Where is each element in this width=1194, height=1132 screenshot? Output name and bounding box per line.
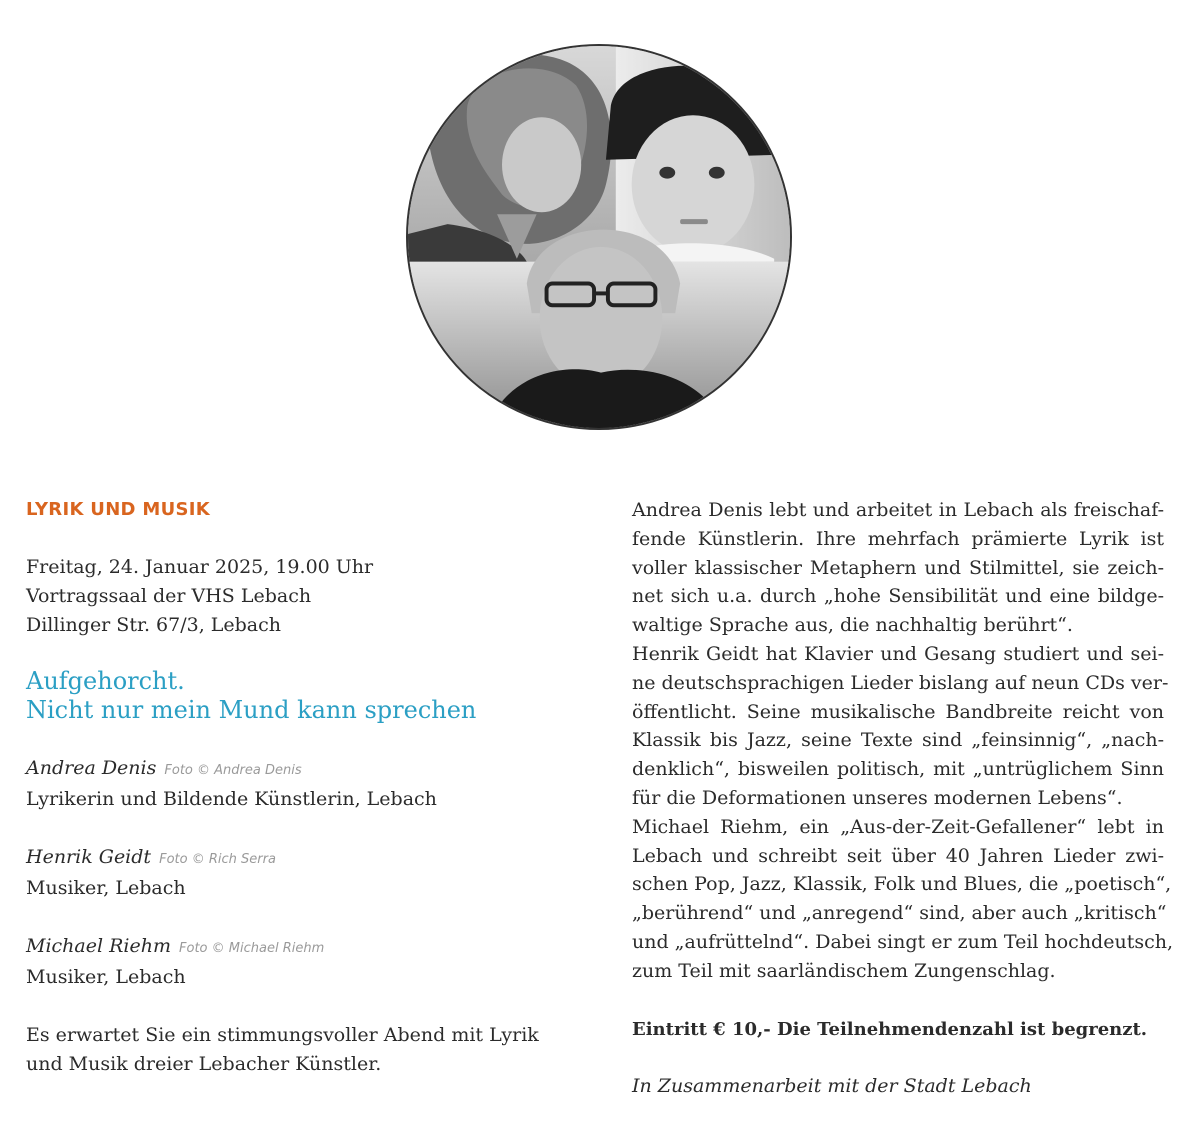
photo-credit: Foto © Andrea Denis [164,763,302,778]
event-date-time: Freitag, 24. Januar 2025, 19.00 Uhr [26,556,374,578]
person-andrea-denis [26,754,586,814]
event-venue: Vortragssaal der VHS Lebach [26,585,312,607]
event-address: Dillinger Str. 67/3, Lebach [26,614,282,636]
person-henrik-geidt [26,843,586,903]
text-line: Lebach und schreibt seit über 40 Jahren Lieder zwi- [632,844,1164,867]
event-title-line-1: Aufgehorcht. [26,667,185,695]
person-name: Andrea Denis [26,757,157,779]
description-andrea [632,496,1164,640]
event-title [26,667,586,725]
admission-info: Eintritt € 10,- Die Teilnehmendenzahl ist begrenzt. [632,1018,1148,1040]
text-line: „berührend“ und „anregend“ sind, aber auch „kritisch“ [632,902,1167,925]
text-line: net sich u.a. durch „hohe Sensibilität und eine bildge- [632,585,1164,608]
event-title-line-2: Nicht nur mein Mund kann sprechen [26,696,477,724]
text-line: Andrea Denis lebt und arbeitet in Lebach als freischaf- [632,499,1164,521]
text-line: für die Deformationen unseres modernen Lebens“. [632,786,1123,809]
event-details [26,553,586,640]
text-line: waltige Sprache aus, die nachhaltig berührt“. [632,614,1073,637]
text-line: öffentlicht. Seine musikalische Bandbreite reicht von [632,700,1164,723]
text-line: fende Künstlerin. Ihre mehrfach prämierte Lyrik ist [632,527,1164,550]
person-michael-riehm [26,932,586,992]
person-role: Musiker, Lebach [26,877,186,899]
text-line: denklich“, bisweilen politisch, mit „untrüglichem Sinn [632,758,1164,781]
description-michael [632,813,1174,986]
text-line: voller klassischer Metaphern und Stilmittel, sie zeich- [632,556,1164,579]
photo-credit: Foto © Rich Serra [159,852,276,867]
person-role: Musiker, Lebach [26,966,186,988]
closing-line: Es erwartet Sie ein stimmungsvoller Abend mit Lyrik [26,1024,539,1046]
closing-text [26,1021,586,1079]
text-line: zum Teil mit saarländischem Zungenschlag. [632,959,1056,982]
text-line: ne deutschsprachigen Lieder bislang auf neun CDs ver- [632,671,1169,694]
text-line: Klassik bis Jazz, seine Texte sind „feinsinnig“, „nach- [632,729,1164,752]
photo-credit: Foto © Michael Riehm [179,941,325,956]
text-line: und „aufrüttelnd“. Dabei singt er zum Teil hochdeutsch, [632,930,1174,953]
cooperation-note: In Zusammenarbeit mit der Stadt Lebach [632,1074,1032,1097]
person-role: Lyrikerin und Bildende Künstlerin, Lebach [26,788,437,810]
description-column [632,496,1174,1101]
text-line: schen Pop, Jazz, Klassik, Folk und Blues, die „poetisch“, [632,873,1172,896]
section-kicker: LYRIK UND MUSIK [26,499,210,520]
text-line: Henrik Geidt hat Klavier und Gesang studiert und sei- [632,642,1164,665]
portrait-image [408,46,790,428]
description-henrik [632,640,1169,813]
closing-line: und Musik dreier Lebacher Künstler. [26,1053,382,1075]
portrait-collage [406,44,792,430]
person-name: Michael Riehm [26,935,171,957]
event-info-column [26,496,586,1079]
text-line: Michael Riehm, ein „Aus-der-Zeit-Gefallener“ lebt in [632,815,1164,838]
person-name: Henrik Geidt [26,846,152,868]
